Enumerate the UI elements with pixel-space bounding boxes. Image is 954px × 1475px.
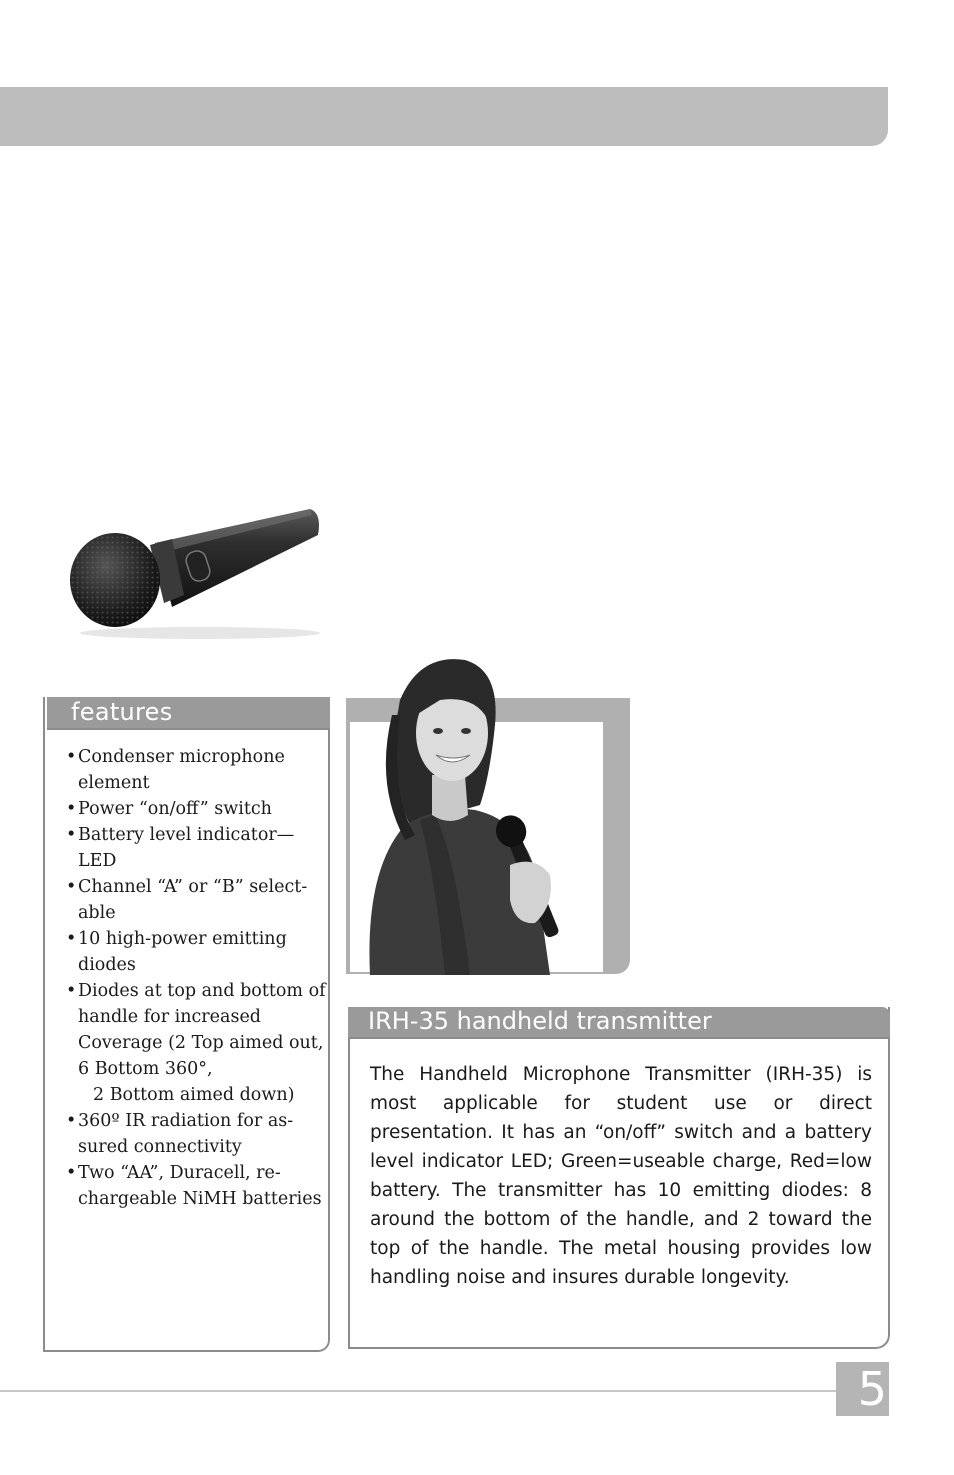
- feature-item: • 10 high-power emitting diodes: [66, 929, 287, 975]
- presenter-photo: [360, 655, 585, 975]
- header-band: [0, 87, 888, 146]
- feature-item: • Battery level indicator—LED: [66, 825, 295, 871]
- page-number: 5: [857, 1362, 887, 1416]
- feature-item: • 360º IR radiation for as-sured connectivity: [66, 1111, 294, 1157]
- feature-item: • Two “AA”, Duracell, re-chargeable NiMH batteries: [66, 1163, 322, 1209]
- features-list: [66, 744, 326, 1212]
- microphone-photo: [60, 495, 330, 645]
- feature-item: • Condenser microphone element: [66, 747, 285, 793]
- page-number-tab: [836, 1362, 889, 1416]
- feature-item: • Power “on/off” switch: [66, 799, 272, 819]
- feature-item: • Channel “A” or “B” select-able: [66, 877, 308, 923]
- transmitter-title: IRH-35 handheld transmitter: [368, 1007, 712, 1035]
- transmitter-description: The Handheld Microphone Transmitter (IRH-35) is most applicable for student use or direct presentation. It has an “on/off” switch and a battery level indicator LED; Green=useable charge, Red=low battery. The transmitter has 10 emitting diodes: 8 around the bottom of the handle, and 2 toward the top of the handle. The metal housing provides low handling noise and insures durable longevity.: [370, 1064, 872, 1288]
- features-title: features: [71, 698, 173, 726]
- feature-item: • Diodes at top and bottom of handle for increased Coverage (2 Top aimed out, 6 Bottom 360°, 2 Bottom aimed down): [66, 981, 326, 1105]
- features-header: [47, 697, 330, 730]
- footer-rule: [0, 1390, 836, 1392]
- transmitter-header: [348, 1007, 890, 1039]
